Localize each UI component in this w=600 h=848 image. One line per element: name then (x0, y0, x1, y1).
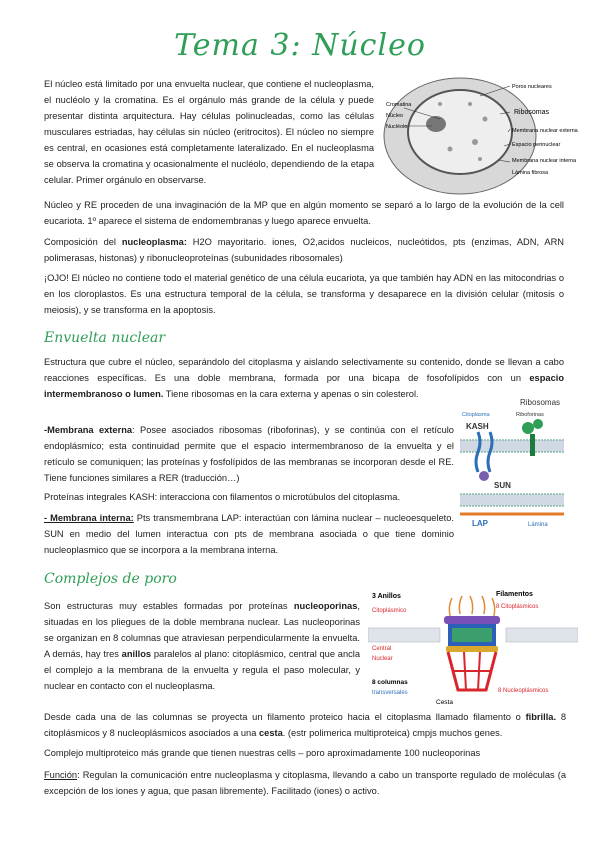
ribosome-shape (522, 422, 534, 434)
label-central: Central (372, 646, 392, 652)
label-membrana-ext: Membrana nuclear externa (512, 128, 578, 134)
page-title: Tema 3: Núcleo (174, 28, 426, 63)
label-env-citoplasma: Citoplasma (462, 412, 490, 418)
label-cesta: Cesta (436, 699, 453, 706)
pore-filaments (449, 596, 494, 616)
label-lamina: Lámina fibrosa (512, 170, 549, 176)
sun-protein (479, 471, 489, 481)
label-filamentos: Filamentos (496, 591, 533, 598)
origin-paragraph: Núcleo y RE proceden de una invaginación de la MP que en algún momento se separó a lo largo de la evolución de la cell eucariota. 1º aparece el sistema de endomembranas y luego aparece envuelta. (44, 200, 564, 226)
envuelta-p3: Proteínas integrales KASH: interacciona con filamentos o microtúbulos del citoplasma. (44, 492, 401, 502)
nuclear-ring (446, 646, 498, 652)
label-env-sun: SUN (494, 481, 511, 490)
envelope-figure (458, 396, 568, 530)
kash-protein (476, 432, 480, 472)
poro-p3: Complejo multiproteico más grande que tienen nuestras cells – poro aproximadamente 100 nucleoporinas (44, 748, 481, 758)
envuelta-p2: -Membrana externa: Posee asociados ribosomas (riboforinas), y se continúa con el retículo endoplásmico; esta continuidad permite que el espacio intermembranoso de la envuelta y el retículo se comuniquen; las proteínas y fosfolípidos de las membranas se incorporan desde el RE. Tiene funciones similares a RER (traducción…) (44, 425, 454, 483)
label-env-ribosomas: Ribosomas (520, 398, 561, 407)
inner-membrane (460, 494, 564, 506)
poro-p4: Función: Regulan la comunicación entre nucleoplasma y citoplasma, llevando a cabo un transporte regulado de moléculas (a excepción de los iones y agua, que pasan libremente). Facilitado (iones) o activo. (44, 770, 566, 796)
pore-membrane-left (368, 628, 440, 642)
label-membrana-int: Membrana nuclear interna (512, 158, 577, 164)
label-citoplasmico: Citoplásmico (372, 608, 407, 614)
poro-p1: Son estructuras muy estables formadas por proteínas nucleoporinas, situadas en los pliegues de la doble membrana nuclear. Las nucleoporinas se organizan en 8 columnas que atraviesan perpendicularmente la envuelta. A demás, hay tres anillos paralelos al plano: citoplásmico, central que ancla el complejo a la membrana de la envuelta y regula el paso molecular, y nuclear en contacto con el nucleoplasma. (44, 601, 360, 691)
nucleus-figure (380, 74, 580, 196)
label-cito8: 8 Citoplásmicos (496, 604, 539, 610)
nucleolus-shape (426, 116, 446, 132)
envuelta-p4: - Membrana interna: Pts transmembrana LAP: interactúan con lámina nuclear – nucleoesqueleto. SUN en medio del lumen interactua con pts de membrana asociada o que tiene dominio nucleoplasmico que se incorpora a la membrana interna. (44, 513, 455, 555)
pore-membrane-right (506, 628, 578, 642)
cytoplasmic-ring (444, 616, 500, 624)
label-cromatina: Cromatina (386, 102, 412, 108)
label-ribosomas: Ribosomas (514, 109, 550, 116)
label-nucleo: Núcleo (386, 113, 404, 119)
heading-envuelta: Envuelta nuclear (44, 330, 166, 346)
label-columnas: 8 columnas (372, 679, 408, 686)
label-poros: Poros nucleares (512, 84, 552, 90)
poro-p2: Desde cada una de las columnas se proyecta un filamento proteico hacia el citoplasma llamado filamento o fibrilla. 8 citoplásmicos y 8 nucleoplásmicos asociados a una cesta. (estr polimerica multiproteica) cmpjs muchos genes. (44, 712, 567, 738)
heading-poro: Complejos de poro (44, 571, 177, 587)
nucleus-envelope (408, 90, 512, 174)
label-env-riboforinas: Riboforinas (516, 412, 544, 418)
label-nuclear: Nuclear (372, 656, 393, 662)
label-env-lap: LAP (472, 519, 488, 528)
envuelta-p1: Estructura que cubre el núcleo, separándolo del citoplasma y aislando selectivamente su contenido, donde se llevan a cabo reacciones específicas. Es una doble membrana, formada por una bicapa de fosofolípidos con un espacio intermembranoso o lumen. Tiene ribosomas en la cara externa y apenas o sin colesterol. (44, 357, 564, 399)
label-nucleo8: 8 Nucleoplásmicos (498, 688, 549, 694)
label-nucleolo: Nucléolo (386, 124, 408, 130)
pore-figure (368, 586, 578, 712)
outer-membrane (460, 440, 564, 452)
composition-paragraph: Composición del nucleoplasma: H2O mayoritario. iones, O2,acidos nucleicos, nucleótidos, pts (enzimas, ADN, ARN polimerasas, histonas) y ribonucleoproteínas (subunidades ribosomales) (44, 237, 565, 263)
label-env-kash: KASH (466, 422, 489, 431)
label-espacio: Espacio perinuclear (512, 142, 561, 148)
label-anillos: 3 Anillos (372, 593, 401, 600)
label-transversales: transversales (372, 690, 408, 696)
ojo-paragraph: ¡OJO! El núcleo no contiene todo el material genético de una célula eucariota, ya que también hay ADN en las mitocondrias o en los cloroplastos. Es una estructura temporal de la célula, se transforma y desaparece en la división celular (mitosis o meiosis), y se transforma en la apoptosis. (44, 273, 564, 315)
label-env-lamina: Lámina (528, 522, 548, 528)
intro-paragraph: El núcleo está limitado por una envuelta nuclear, que contiene el nucleoplasma, el nucléolo y la cromatina. Es el orgánulo más grande de la célula y puede presentar distinta arquitectura. Hay células polinucleadas, como las células musculares estriadas, hay células sin núcleo (eritrocitos). El núcleo no siempre es central, en ocasiones está completamente lateralizado. En el nucleoplasma se observa la cromatina y ocasionalmente el nucléolo, dependiendo de la etapa celular. Primer orgánulo en observarse. (44, 79, 374, 185)
